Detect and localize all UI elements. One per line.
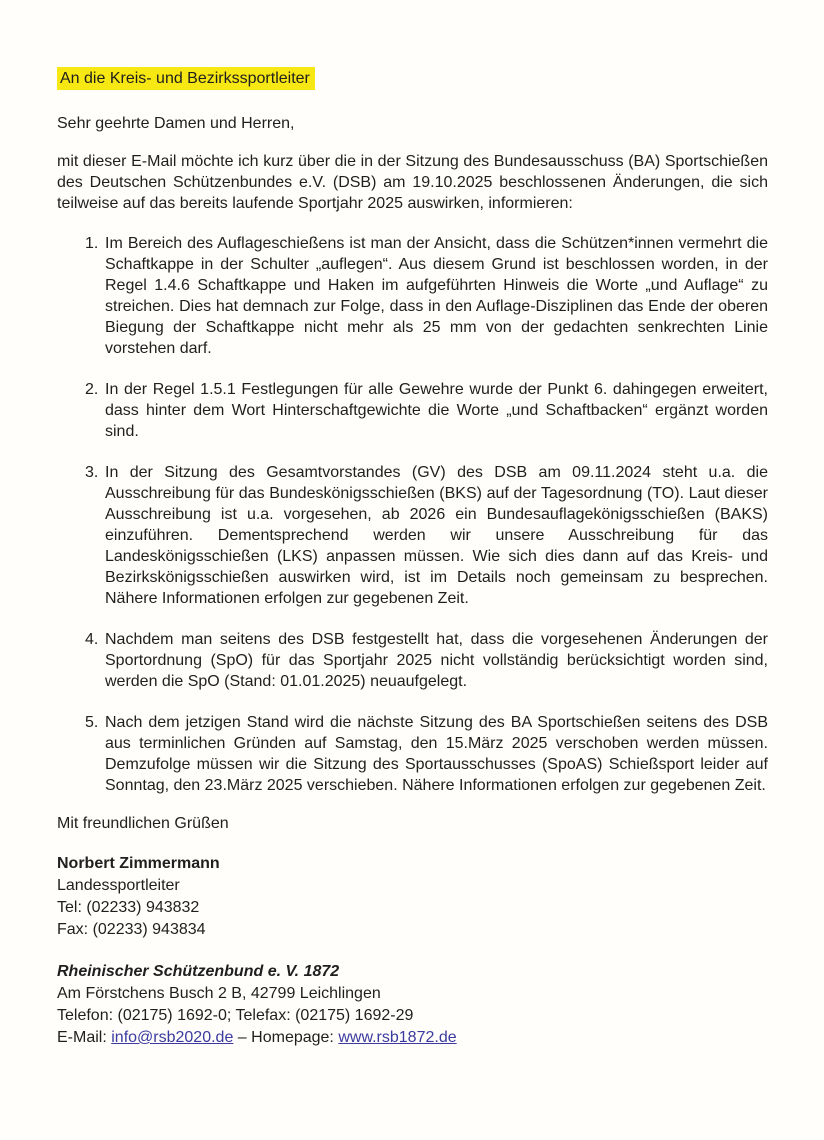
list-item bbox=[85, 629, 768, 692]
sender-tel: Tel: (02233) 943832 bbox=[57, 899, 200, 916]
list-item-text: Im Bereich des Auflageschießens ist man der Ansicht, dass die Schützen*innen vermehrt die Schaftkappe in der Schulter „auflegen“. Aus diesem Grund ist beschlossen worden, in der Regel 1.4.6 Schaftkappe und Haken im aufgeführten Hinweis die Worte „und Auflage“ zu streichen. Dies hat demnach zur Folge, dass in den Auflage-Disziplinen das Ende der oberen Biegung der Schaftkappe nicht mehr als 25 mm von der gedachten senkrechten Linie vorstehen darf. bbox=[105, 235, 768, 357]
dash-separator: – bbox=[237, 1029, 247, 1046]
organization-name: Rheinischer Schützenbund e. V. 1872 bbox=[57, 963, 340, 980]
organization-phone: Telefon: (02175) 1692-0; Telefax: (02175) 1692-29 bbox=[57, 1007, 414, 1024]
sender-fax: Fax: (02233) 943834 bbox=[57, 921, 206, 938]
list-item bbox=[85, 233, 768, 359]
list-item-text: In der Regel 1.5.1 Festlegungen für alle Gewehre wurde der Punkt 6. dahingegen erweitert, dass hinter dem Wort Hinterschaftgewichte die Worte „und Schaftbacken“ ergänzt worden sind. bbox=[105, 381, 768, 440]
contact-line bbox=[57, 1027, 768, 1049]
homepage-label: Homepage: bbox=[251, 1029, 334, 1046]
list-item-number: 4. bbox=[85, 631, 99, 648]
list-item bbox=[85, 462, 768, 609]
list-item-text: Nach dem jetzigen Stand wird die nächste Sitzung des BA Sportschießen seitens des DSB aus terminlichen Gründen auf Samstag, den 15.März 2025 verschoben werden müssen. Demzufolge müssen wir die Sitzung des Sportausschusses (SpoAS) Schießsport leider auf Sonntag, den 23.März 2025 verschieben. Nähere Informationen erfolgen zur gegebenen Zeit. bbox=[105, 714, 768, 794]
recipient-heading bbox=[57, 68, 768, 89]
intro-paragraph: mit dieser E-Mail möchte ich kurz über die in der Sitzung des Bundesausschuss (BA) Sportschießen des Deutschen Schützenbundes e.V. (DSB) am 19.10.2025 beschlossenen Änderungen, die sich teilweise auf das bereits laufende Sportjahr 2025 auswirken, informieren: bbox=[57, 153, 768, 212]
list-item-text: In der Sitzung des Gesamtvorstandes (GV) des DSB am 09.11.2024 steht u.a. die Ausschreibung für das Bundeskönigsschießen (BKS) auf der Tagesordnung (TO). Laut dieser Ausschreibung ist u.a. vorgesehen, ab 2026 ein Bundesauflagekönigsschießen (BAKS) einzuführen. Dementsprechend werden wir unsere Ausschreibung für das Landeskönigsschießen (LKS) anpassen müssen. Wie sich dies dann auf das Kreis- und Bezirkskönigsschießen auswirken wird, ist im Details noch gemeinsam zu besprechen. Nähere Informationen erfolgen zur gegebenen Zeit. bbox=[105, 464, 768, 607]
homepage-link[interactable]: www.rsb1872.de bbox=[338, 1029, 457, 1046]
list-item bbox=[85, 712, 768, 796]
signature-block bbox=[57, 853, 768, 941]
recipient-highlight: An die Kreis- und Bezirkssportleiter bbox=[57, 67, 315, 90]
organization-address: Am Förstchens Busch 2 B, 42799 Leichlingen bbox=[57, 985, 381, 1002]
list-item-number: 2. bbox=[85, 381, 99, 398]
closing-phrase: Mit freundlichen Grüßen bbox=[57, 815, 229, 832]
list-item-number: 3. bbox=[85, 464, 99, 481]
sender-role: Landessportleiter bbox=[57, 877, 180, 894]
email-link[interactable]: info@rsb2020.de bbox=[111, 1029, 234, 1046]
salutation: Sehr geehrte Damen und Herren, bbox=[57, 115, 295, 132]
sender-name: Norbert Zimmermann bbox=[57, 855, 220, 872]
list-item-text: Nachdem man seitens des DSB festgestellt hat, dass die vorgesehenen Änderungen der Sportordnung (SpO) für das Sportjahr 2025 nicht vollständig berücksichtigt worden sind, werden die SpO (Stand: 01.01.2025) neuaufgelegt. bbox=[105, 631, 768, 690]
email-label: E-Mail: bbox=[57, 1029, 107, 1046]
list-item-number: 1. bbox=[85, 235, 99, 252]
changes-list bbox=[57, 233, 768, 796]
list-item-number: 5. bbox=[85, 714, 99, 731]
organization-block bbox=[57, 961, 768, 1049]
list-item bbox=[85, 379, 768, 442]
